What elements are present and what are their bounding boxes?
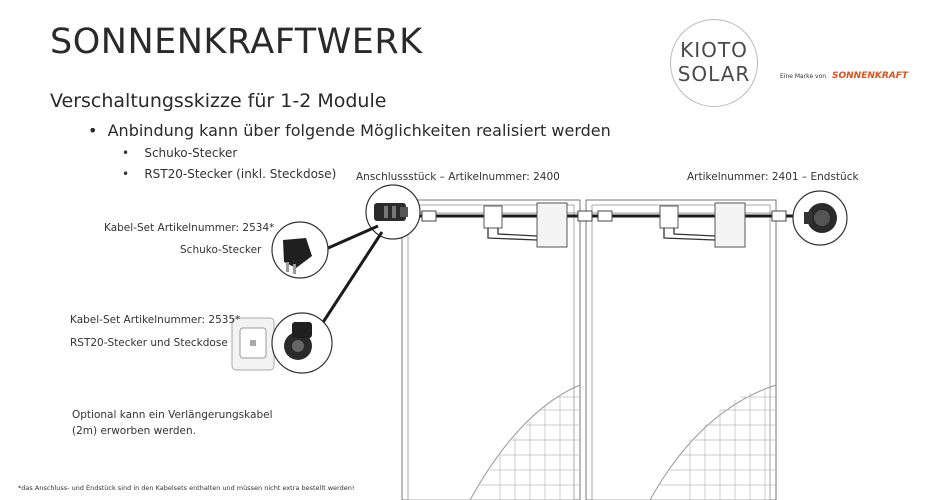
panel-cell-grid [660, 388, 776, 500]
bullet-sub-text: RST20-Stecker (inkl. Steckdose) [144, 167, 337, 181]
bullet-dot: • [122, 146, 145, 160]
bullet-dot: • [88, 121, 108, 140]
cable-set-2-plug-label: RST20-Stecker und Steckdose [70, 337, 228, 349]
bullet-main-text: Anbindung kann über folgende Möglichkeiten realisiert werden [107, 121, 611, 140]
logo-line-1: KIOTO [680, 38, 748, 62]
bullet-dot: • [122, 167, 145, 181]
brand-tagline: Eine Marke von [780, 73, 827, 80]
page-title: SONNENKRAFTWERK [50, 22, 423, 62]
panel-cell-grid [480, 395, 580, 500]
footnote: *das Anschluss- und Endstück sind in den Kabelsets enthalten und müssen nicht extra bestellt werden! [18, 484, 355, 492]
schuko-plug-icon [272, 222, 328, 278]
cable-set-1-plug-label: Schuko-Stecker [180, 244, 262, 256]
page-subtitle: Verschaltungsskizze für 1-2 Module [50, 90, 387, 112]
end-cap-icon [793, 191, 847, 245]
connector-icon [366, 185, 420, 239]
cable-set-1-label: Kabel-Set Artikelnummer: 2534* [104, 222, 275, 234]
optional-text-line-1: Optional kann ein Verlängerungskabel [72, 409, 273, 421]
bullet-sub-text: Schuko-Stecker [144, 146, 238, 160]
rst20-plug-icon [272, 313, 332, 373]
dc-leads [488, 228, 715, 240]
cable-set-2-label: Kabel-Set Artikelnummer: 2535* [70, 314, 241, 326]
end-piece-label: Artikelnummer: 2401 – Endstück [687, 171, 859, 183]
connector-piece-label: Anschlussstück – Artikelnummer: 2400 [356, 171, 560, 183]
optional-text-line-2: (2m) erworben werden. [72, 425, 196, 437]
brand-name: SONNENKRAFT [832, 71, 909, 81]
logo-line-2: SOLAR [677, 62, 751, 86]
